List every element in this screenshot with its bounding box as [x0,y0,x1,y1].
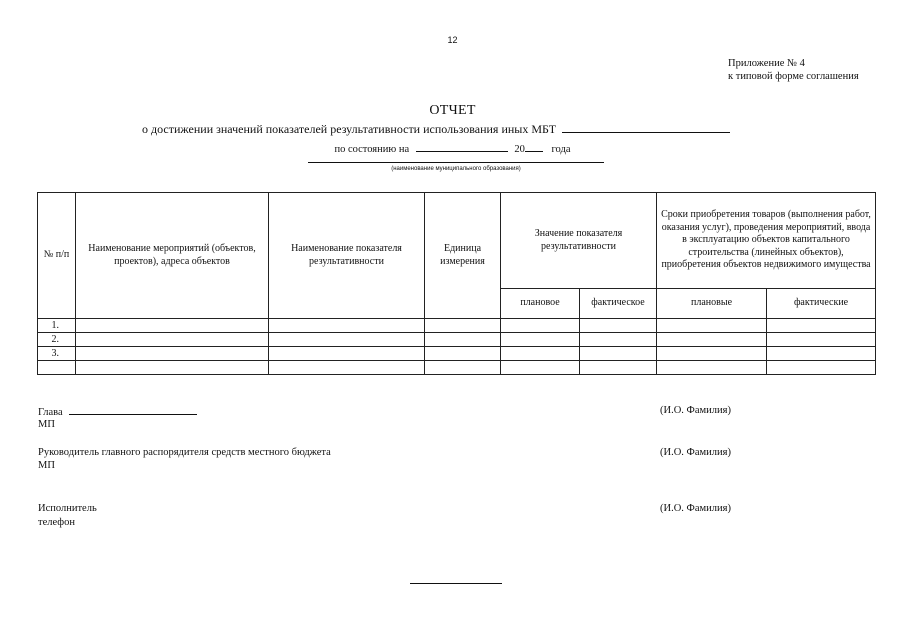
page-number: 12 [447,35,458,45]
date-suffix: года [551,144,571,155]
municipality-caption: (наименование муниципального образования) [391,166,521,172]
table-header-row [38,193,876,289]
date-line [0,141,905,155]
header-planned-terms: плановые [657,289,767,319]
table-cell [425,361,501,375]
table-cell [767,319,876,333]
table-cell [657,361,767,375]
manager-mp: МП [38,460,55,471]
table-cell [767,361,876,375]
table-cell [501,361,580,375]
table-cell [269,347,425,361]
header-terms: Сроки приобретения товаров (выполнения работ, оказания услуг), проведения мероприятий, ввода в эксплуатацию объектов капитального строительства (линейных объектов), приобретения объектов недвижимого имущества [657,193,876,289]
table-row [38,333,876,347]
header-unit: Единица измерения [425,193,501,319]
executor-label: Исполнитель [38,503,97,514]
row-number: 3. [38,347,76,361]
table-row [38,347,876,361]
head-mp: МП [38,419,55,430]
table-cell [580,361,657,375]
bottom-divider-line [410,583,502,584]
table-cell [76,347,269,361]
table-row [38,361,876,375]
table-cell [501,333,580,347]
table-cell [657,347,767,361]
header-actual-terms: фактические [767,289,876,319]
table-cell [501,347,580,361]
report-title: ОТЧЕТ [429,103,476,118]
table-cell [580,347,657,361]
table-cell [767,333,876,347]
header-indicator: Наименование показателя результативности [269,193,425,319]
appendix-line-2: к типовой форме соглашения [728,71,859,82]
table-cell [269,319,425,333]
report-table [37,192,876,375]
manager-fio: (И.О. Фамилия) [660,447,731,458]
table-cell [425,347,501,361]
header-num: № п/п [38,193,76,319]
year-prefix: 20 [514,144,525,155]
table-cell [76,361,269,375]
date-prefix: по состоянию на [334,144,410,155]
head-signature [38,404,197,419]
header-actual-value: фактическое [580,289,657,319]
table-cell [425,319,501,333]
mbt-blank-line [562,121,730,133]
table-cell [580,333,657,347]
executor-phone: телефон [38,517,75,528]
table-cell [657,319,767,333]
header-value: Значение показателя результативности [501,193,657,289]
head-fio: (И.О. Фамилия) [660,405,731,416]
table-cell [425,333,501,347]
table-cell [269,333,425,347]
table-cell [657,333,767,347]
row-number [38,361,76,375]
header-planned-value: плановое [501,289,580,319]
header-event: Наименование мероприятий (объектов, проектов), адреса объектов [76,193,269,319]
head-signature-line [69,404,197,415]
row-number: 1. [38,319,76,333]
table-cell [269,361,425,375]
manager-label: Руководитель главного распорядителя средств местного бюджета [38,447,331,458]
municipality-line [308,162,604,163]
table-cell [76,319,269,333]
table-row [38,319,876,333]
table-cell [76,333,269,347]
table-cell [580,319,657,333]
row-number: 2. [38,333,76,347]
appendix-note [728,57,859,83]
head-label: Глава [38,407,63,418]
table-cell [501,319,580,333]
report-subtitle [142,121,730,137]
date-blank [416,141,508,152]
table-cell [767,347,876,361]
appendix-line-1: Приложение № 4 [728,58,805,69]
report-subtitle-text: о достижении значений показателей результативности использования иных МБТ [142,122,557,136]
executor-fio: (И.О. Фамилия) [660,503,731,514]
year-blank [525,141,543,152]
